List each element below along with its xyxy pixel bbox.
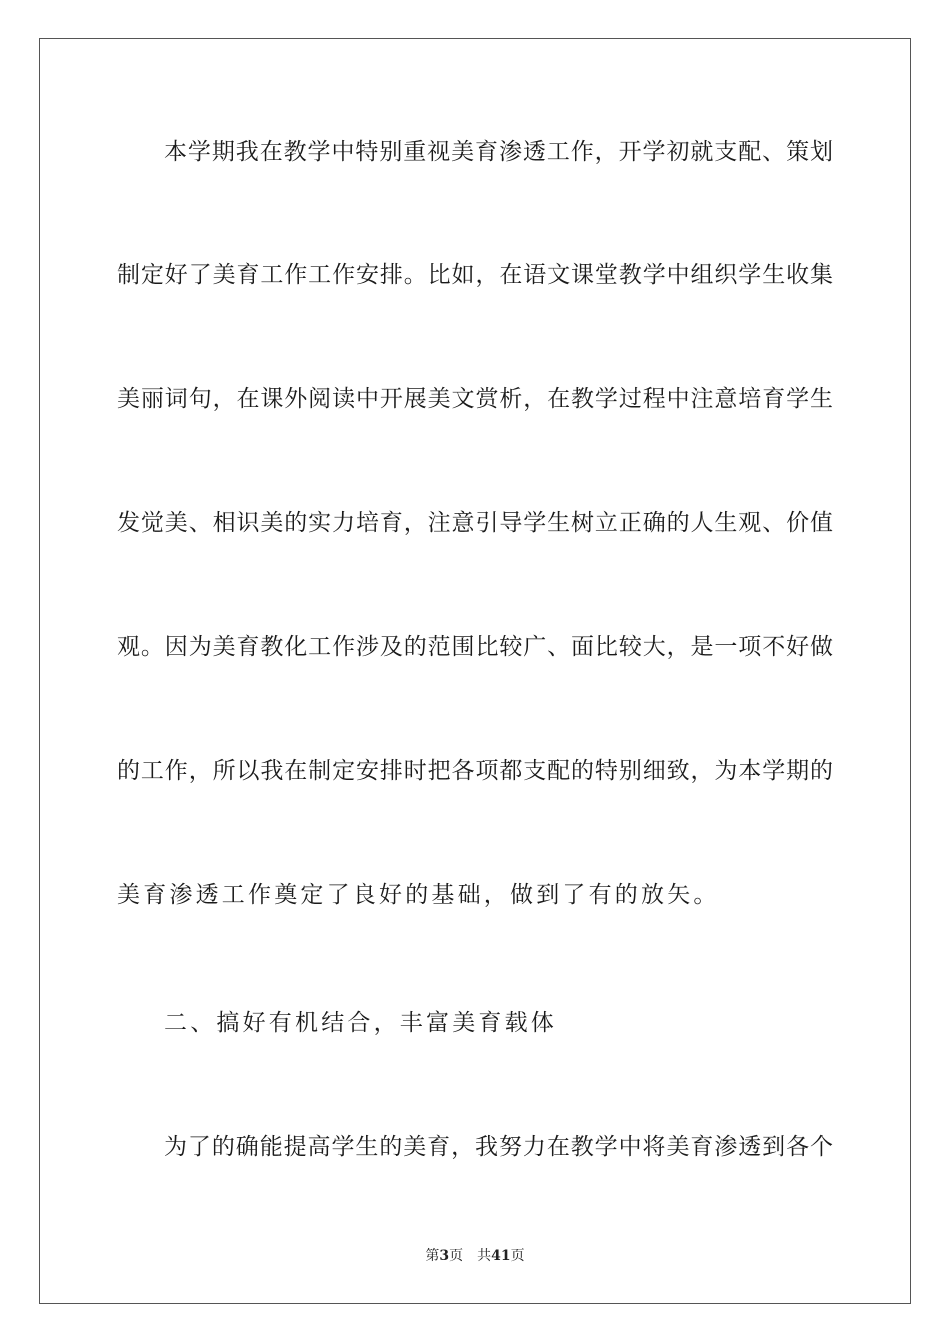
paragraph-line-9: 为了的确能提高学生的美育，我努力在教学中将美育渗透到各个	[164, 1134, 833, 1160]
page-border	[39, 38, 911, 1304]
paragraph-line-5: 观。因为美育教化工作涉及的范围比较广、面比较大，是一项不好做	[117, 634, 833, 660]
paragraph-line-3: 美丽词句，在课外阅读中开展美文赏析，在教学过程中注意培育学生	[117, 386, 833, 412]
page-footer	[0, 1246, 950, 1266]
footer-page-number: 3	[439, 1248, 450, 1264]
footer-page-prefix: 第	[425, 1248, 440, 1264]
paragraph-line-4: 发觉美、相识美的实力培育，注意引导学生树立正确的人生观、价值	[117, 510, 833, 536]
footer-total-suffix: 页	[510, 1248, 525, 1264]
paragraph-line-7: 美育渗透工作奠定了良好的基础，做到了有的放矢。	[117, 882, 720, 908]
paragraph-line-2: 制定好了美育工作工作安排。比如，在语文课堂教学中组织学生收集	[117, 262, 833, 288]
section-heading: 二、搞好有机结合，丰富美育载体	[164, 1010, 557, 1036]
footer-total-prefix: 共	[477, 1248, 492, 1264]
paragraph-line-6: 的工作，所以我在制定安排时把各项都支配的特别细致，为本学期的	[117, 758, 833, 784]
footer-page-suffix: 页	[449, 1248, 464, 1264]
footer-total-number: 41	[491, 1248, 511, 1264]
paragraph-line-1: 本学期我在教学中特别重视美育渗透工作，开学初就支配、策划	[164, 139, 833, 165]
